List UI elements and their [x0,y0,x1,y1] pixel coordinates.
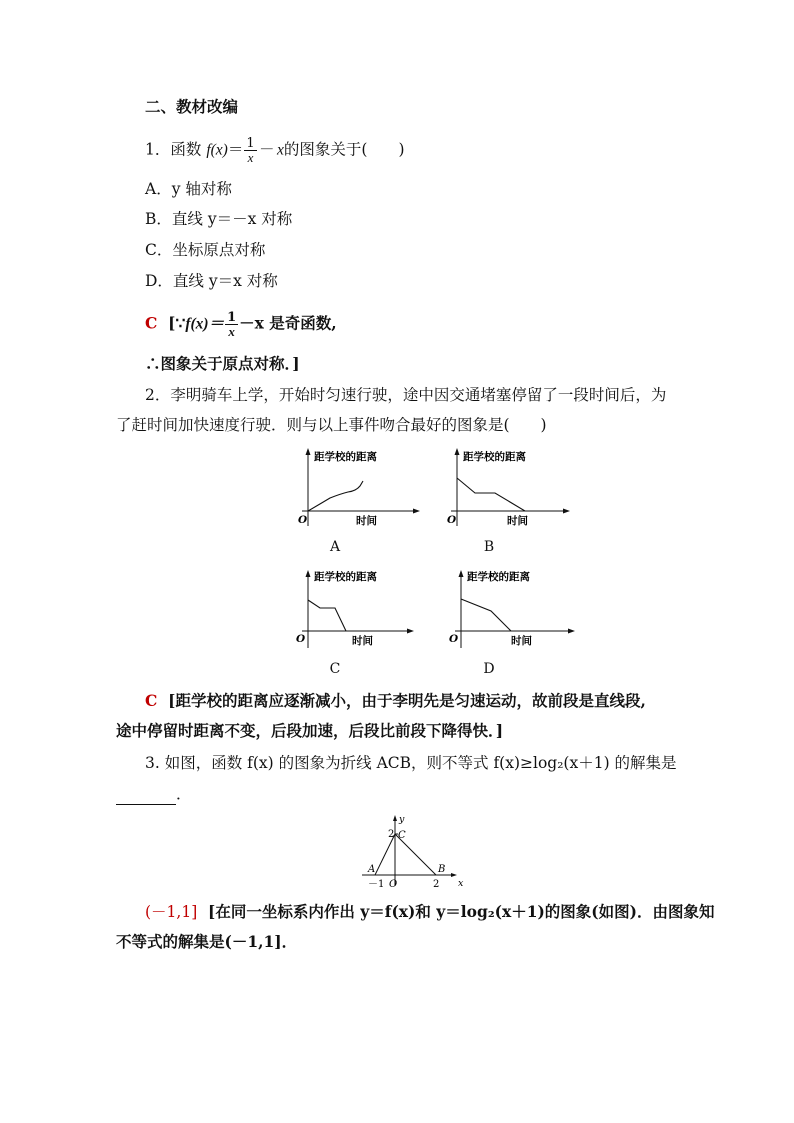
q1-minus-x: － x [257,141,284,159]
graph-b-caption: B [483,539,495,555]
graph-a-caption: A [329,539,341,555]
graph-acb-tick-neg1: －1 [368,879,385,890]
q1-answer [145,311,337,338]
q1-fraction [244,137,256,164]
q2-answer-line1: [距学校的距离应逐渐减小，由于李明先是匀速运动，故前段是直线段, [168,691,646,710]
graph-b-xlabel: 时间 [507,515,528,527]
graph-d-y-arrow [459,570,464,577]
graph-a-x-arrow [413,509,420,514]
graph-b-line [457,478,525,511]
graph-acb-tick-2y: 2 [388,829,395,840]
graph-a [290,446,435,531]
graph-d-xlabel: 时间 [511,635,532,647]
graph-acb-x-label: x [458,878,464,889]
graph-b-ylabel: 距学校的距离 [463,451,526,463]
q3-answer-value: (－1,1] [145,903,198,921]
graph-a-origin: O [298,514,308,526]
q1-answer-c: －x 是奇函数, [239,313,337,333]
graph-acb-label-b: B [438,864,446,875]
q1-fraction-den: x [247,150,254,165]
q2-answer-letter: C [145,691,158,710]
graph-c [292,568,437,653]
graph-a-ylabel: 距学校的距离 [314,451,377,463]
q1-option-b: B．直线 y＝－x 对称 [145,210,293,228]
q1-eq: ＝ [227,140,244,159]
graph-d-x-arrow [568,629,575,634]
graph-c-caption: C [329,661,341,677]
graph-d [445,568,590,653]
q1-option-c: C．坐标原点对称 [145,241,266,259]
graph-b-origin: O [447,514,457,526]
graph-c-ylabel: 距学校的距离 [314,571,377,583]
q1-option-d: D．直线 y＝x 对称 [145,272,278,290]
graph-b [445,446,590,531]
graph-a-y-arrow [306,448,311,455]
q3-stem-line2 [116,783,192,805]
q3-answer-blank [116,788,176,805]
q1-option-a: A．y 轴对称 [145,180,232,198]
q1-suffix: 的图象关于( ) [283,140,405,159]
q2-stem-line2: 了赶时间加快速度行驶．则与以上事件吻合最好的图象是( ) [116,416,547,434]
graph-acb-tick-2x: 2 [433,879,440,890]
graph-d-origin: O [449,633,459,645]
graph-acb-x-arrow [451,873,457,877]
graph-acb-label-a: A [368,864,376,875]
q1-stem [145,137,405,164]
graph-acb-origin: O [389,879,398,890]
graph-c-origin: O [296,633,306,645]
q1-answer-a: [∵ [168,313,186,333]
q3-answer [145,901,714,923]
q2-stem-line1: 2．李明骑车上学，开始时匀速行驶，途中因交通堵塞停留了一段时间后，为 [145,386,667,404]
q1-answer-b: f(x)＝ [185,315,225,333]
q3-blank-end: ． [176,785,192,803]
q1-fraction-num: 1 [246,136,255,151]
graph-b-y-arrow [455,448,460,455]
q3-answer-line1: [在同一坐标系内作出 y＝f(x)和 y＝log₂(x＋1)的图象(如图)．由图象知 [208,902,715,921]
graph-c-xlabel: 时间 [352,635,373,647]
graph-acb [360,812,470,892]
q1-answer-fraction-num: 1 [227,310,237,325]
graph-acb-label-c: C [398,830,406,841]
graph-d-caption: D [483,661,495,677]
q3-stem-line1: 3. 如图，函数 f(x) 的图象为折线 ACB，则不等式 f(x)≥log₂(x＋1) 的解集是 [145,754,677,772]
graph-acb-y-label: y [399,814,405,825]
graph-c-line [308,600,346,631]
graph-acb-y-arrow [393,815,397,821]
q1-answer-fraction-den: x [228,324,235,339]
q2-answer-line2: 途中停留时距离不变，后段加速，后段比前段下降得快．] [116,721,504,740]
graph-b-x-arrow [563,509,570,514]
q1-answer-letter: C [145,313,158,333]
graph-c-y-arrow [306,570,311,577]
q1-fx: f(x) [206,141,228,159]
graph-a-curve [308,481,363,511]
graph-c-x-arrow [407,629,414,634]
q1-answer-fraction [225,311,238,338]
q3-answer-line2: 不等式的解集是(－1,1]． [116,932,298,951]
q2-answer [145,690,646,712]
q1-answer-line2: ∴图象关于原点对称．] [145,354,300,373]
graph-d-line [461,599,511,631]
graph-d-ylabel: 距学校的距离 [467,571,530,583]
q1-prefix: 1．函数 [145,140,202,159]
graph-a-xlabel: 时间 [356,515,377,527]
section-title: 二、教材改编 [145,97,239,116]
